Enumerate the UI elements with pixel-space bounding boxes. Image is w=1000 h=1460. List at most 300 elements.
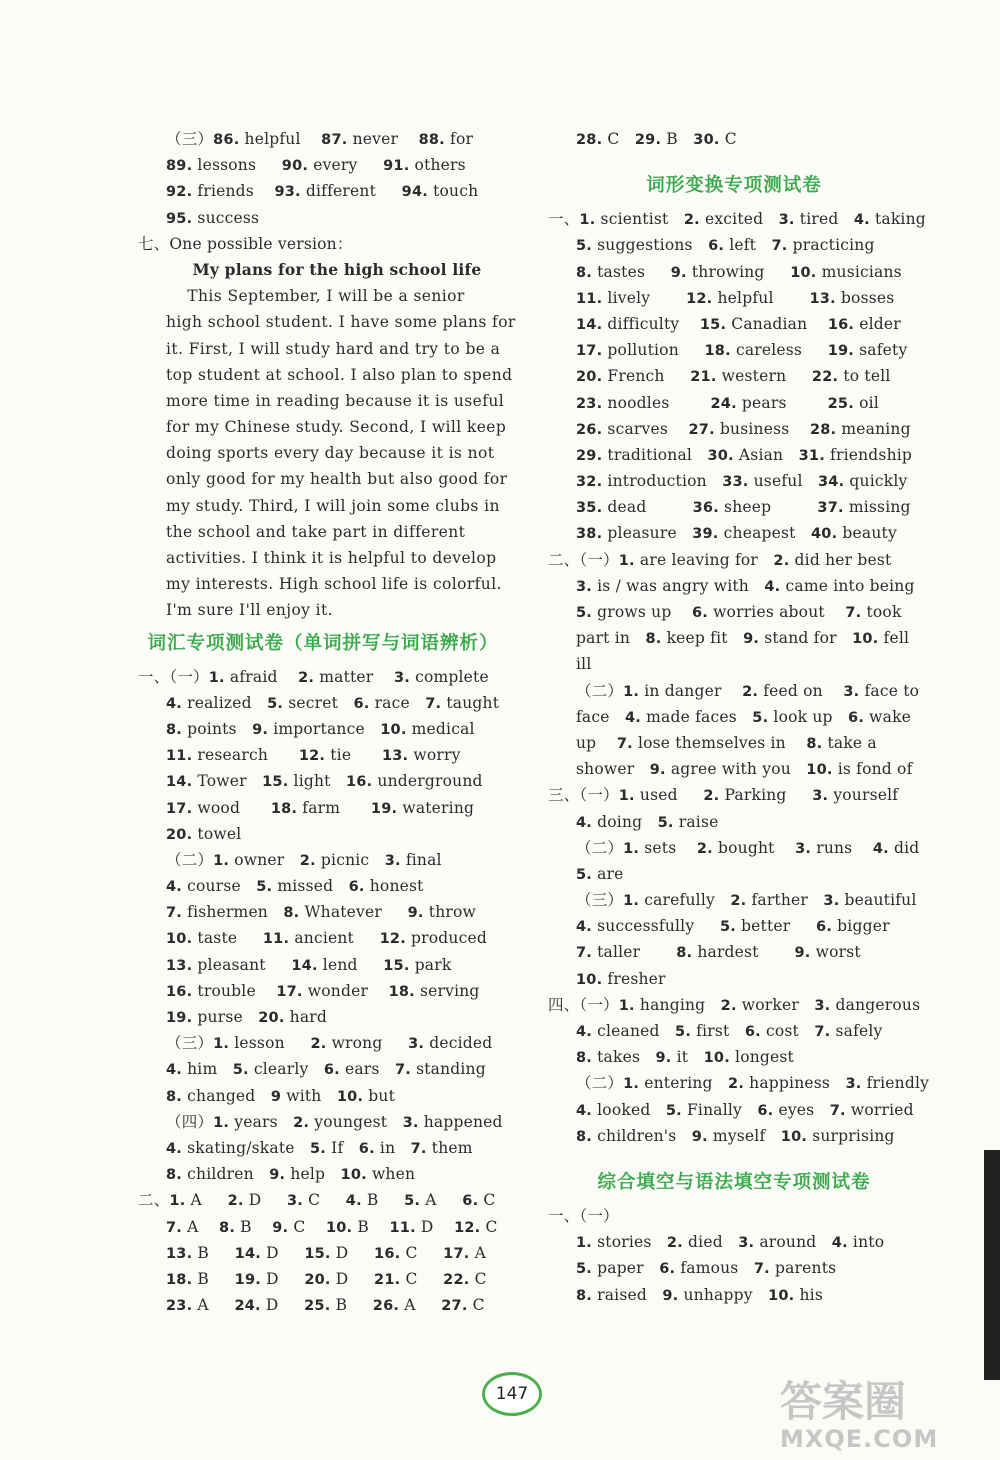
answer-text: worried	[845, 1100, 914, 1119]
item-number: 8.	[806, 735, 823, 752]
item-number: 15.	[262, 774, 289, 791]
answer-text: secret	[283, 693, 354, 712]
answer-text: （三）	[576, 891, 624, 910]
item-number: 20.	[166, 826, 193, 843]
answer-text: western	[716, 367, 812, 386]
item-number: 5.	[665, 1102, 682, 1119]
answer-text: B	[361, 1191, 405, 1210]
answer-text: longest	[729, 1048, 794, 1067]
answer-text: excited	[699, 210, 779, 229]
item-number: 9.	[272, 1219, 289, 1236]
item-number: 7.	[166, 1219, 182, 1236]
answer-text: C	[400, 1243, 444, 1262]
item-number: 3.	[795, 840, 812, 857]
item-number: 2.	[773, 552, 790, 569]
answer-text: more time in reading because it is useful	[166, 391, 505, 410]
answer-line	[138, 309, 516, 335]
item-number: 17.	[576, 343, 603, 360]
answer-text: underground	[372, 772, 483, 791]
answer-text: with	[281, 1086, 337, 1105]
answer-text: lessons	[192, 156, 282, 175]
answer-text: （三）	[166, 130, 214, 148]
answer-text: difficulty	[602, 314, 700, 333]
answer-text: noodles	[602, 393, 711, 412]
answer-text: farm	[297, 798, 371, 817]
answer-text: when	[366, 1165, 416, 1184]
answer-text: help	[285, 1165, 341, 1184]
answer-text: C	[469, 1269, 487, 1288]
item-number: 6.	[659, 1261, 676, 1278]
answer-line	[548, 547, 920, 573]
answer-text: look up	[768, 707, 849, 726]
item-number: 9.	[655, 1050, 672, 1067]
item-number: 12.	[454, 1219, 481, 1236]
answer-text: died	[682, 1233, 739, 1252]
answer-text: yourself	[828, 786, 899, 805]
item-number: 10.	[576, 971, 603, 988]
answer-line	[548, 442, 920, 468]
answer-line	[548, 599, 920, 625]
answer-text: in danger	[639, 681, 743, 700]
answer-line	[548, 468, 920, 494]
answer-text: 一、（一）	[138, 667, 209, 686]
answer-text: them	[426, 1138, 473, 1157]
item-number: 37.	[817, 500, 844, 517]
section-title	[138, 624, 508, 664]
answer-line	[138, 978, 508, 1004]
item-number: 14.	[166, 774, 193, 791]
item-number: 13.	[381, 748, 409, 765]
answer-text: did her best	[789, 550, 892, 569]
answer-text: it	[671, 1048, 704, 1067]
answer-line	[548, 390, 920, 416]
answer-text: final	[400, 850, 442, 869]
answer-text: B	[235, 1217, 273, 1236]
answer-text: missing	[843, 498, 911, 517]
answer-text: surprising	[807, 1126, 895, 1145]
answer-text: taught	[441, 693, 500, 712]
answer-text: business	[714, 419, 810, 438]
answer-line	[548, 782, 920, 808]
item-number: 23.	[576, 395, 603, 412]
item-number: 5.	[576, 238, 592, 255]
answer-line	[138, 847, 508, 873]
item-number: 15.	[383, 957, 410, 974]
item-number: 93.	[274, 184, 301, 201]
item-number: 2.	[742, 683, 759, 700]
item-number: 4.	[625, 709, 642, 726]
answer-text: years	[229, 1112, 294, 1131]
answer-text: C	[478, 1191, 496, 1210]
item-number: 5.	[752, 709, 769, 726]
item-number: 4.	[831, 1235, 848, 1252]
answer-text: activities. I think it is helpful to develop	[166, 549, 497, 567]
answer-line	[548, 1044, 920, 1070]
answer-text: matter	[314, 667, 394, 686]
item-number: 1.	[618, 997, 635, 1014]
answer-line	[138, 571, 508, 597]
item-number: 4.	[166, 1140, 182, 1157]
answer-text: introduction	[602, 472, 723, 491]
answer-text: pleasure	[602, 524, 693, 543]
item-number: 35.	[576, 500, 603, 517]
answer-line	[548, 1255, 920, 1281]
item-number: 24.	[710, 395, 737, 412]
item-number: 9.	[269, 1167, 286, 1184]
answer-text: pleasant	[192, 955, 292, 974]
answer-line	[138, 925, 508, 951]
answer-text: towel	[192, 824, 242, 843]
answer-text: for	[444, 130, 474, 148]
answer-text: Tower	[192, 772, 263, 791]
item-number: 2.	[696, 840, 713, 857]
answer-text: C	[602, 130, 635, 148]
item-number: 10.	[325, 1219, 353, 1236]
item-number: 19.	[234, 1271, 261, 1288]
answer-text: runs	[811, 838, 873, 857]
answer-text: B	[352, 1217, 390, 1236]
answer-text: D	[330, 1269, 375, 1288]
item-number: 13.	[166, 957, 193, 974]
answer-line	[138, 873, 508, 899]
item-number: 4.	[764, 578, 781, 595]
answer-text: fell	[878, 629, 910, 648]
item-number: 6.	[816, 919, 833, 936]
answer-line	[138, 1109, 508, 1135]
answer-line	[138, 257, 508, 283]
answer-line	[138, 466, 508, 492]
item-number: 6.	[848, 709, 865, 726]
item-number: 22.	[443, 1271, 470, 1288]
answer-text: happiness	[744, 1074, 846, 1093]
answer-line	[138, 597, 508, 623]
answer-text: cheapest	[718, 524, 811, 543]
item-number: 90.	[281, 158, 309, 175]
answer-line	[548, 494, 920, 520]
item-number: 89.	[166, 158, 193, 175]
item-number: 94.	[401, 184, 428, 201]
answer-line	[548, 1229, 920, 1255]
answer-text: taste	[192, 929, 263, 948]
item-number: 3.	[402, 1114, 419, 1131]
item-number: 88.	[418, 132, 445, 148]
item-number: 87.	[321, 132, 348, 148]
item-number: 10.	[336, 1088, 364, 1105]
answer-text: up	[576, 733, 617, 752]
answer-line	[138, 414, 508, 440]
answer-line	[548, 416, 920, 442]
item-number: 10.	[166, 931, 193, 948]
item-number: 9.	[794, 945, 811, 962]
item-number: 2.	[730, 893, 747, 910]
answer-line	[548, 835, 920, 861]
item-number: 1.	[213, 1036, 230, 1053]
item-number: 36.	[692, 500, 719, 517]
answer-text: sheep	[718, 498, 818, 517]
item-number: 2.	[299, 852, 316, 869]
answer-line	[138, 362, 513, 388]
answer-line	[138, 126, 508, 152]
answer-line	[138, 1135, 508, 1161]
item-number: 31.	[798, 447, 825, 464]
item-number: 4.	[576, 1024, 592, 1040]
answer-text: ears	[339, 1060, 395, 1079]
item-number: 8.	[645, 631, 662, 648]
item-number: 6.	[744, 1024, 761, 1040]
answer-text: A	[420, 1191, 463, 1210]
answer-text: traditional	[602, 445, 708, 464]
answer-text: sets	[639, 838, 697, 857]
answer-line	[548, 861, 920, 887]
item-number: 25.	[304, 1298, 331, 1315]
answer-text: safely	[830, 1022, 883, 1040]
answer-line	[548, 285, 920, 311]
answer-line	[548, 913, 920, 939]
answer-text: youngest	[309, 1112, 403, 1131]
item-number: 5.	[675, 1024, 692, 1040]
answer-line	[138, 231, 508, 257]
answer-line	[138, 1030, 508, 1056]
answer-text: ancient	[289, 929, 380, 948]
answer-line	[138, 664, 508, 690]
answer-line	[548, 756, 920, 782]
spacer	[548, 152, 920, 166]
answer-text: stories	[592, 1233, 667, 1252]
answer-text: A	[182, 1217, 220, 1236]
answer-text: wake	[864, 707, 912, 726]
answer-text: importance	[268, 719, 381, 738]
item-number: 9.	[691, 1128, 708, 1145]
item-number: 8.	[576, 1050, 592, 1067]
answer-text: serving	[414, 981, 480, 1000]
item-number: 1.	[576, 1235, 592, 1252]
answer-text: paper	[592, 1259, 660, 1278]
item-number: 3.	[393, 669, 410, 686]
answer-line	[138, 1161, 508, 1187]
page-number: 147	[482, 1372, 542, 1416]
answer-text: A	[192, 1296, 235, 1315]
item-number: 10.	[703, 1050, 730, 1067]
answer-text: D	[260, 1243, 305, 1262]
answer-text: owner	[229, 850, 300, 869]
item-number: 4.	[872, 840, 889, 857]
answer-text: first	[691, 1022, 745, 1040]
answer-text: Asian	[733, 445, 799, 464]
answer-line	[548, 259, 920, 285]
answer-line	[138, 1292, 508, 1318]
item-number: 11.	[389, 1219, 416, 1236]
answer-text: This September, I will be a senior	[166, 287, 465, 306]
answer-text: worker	[736, 995, 815, 1014]
answer-text: bigger	[832, 917, 890, 936]
answer-line	[138, 336, 508, 362]
item-number: 2.	[720, 997, 737, 1014]
item-number: 10.	[380, 721, 407, 738]
answer-line	[138, 1083, 508, 1109]
item-number: 6.	[323, 1062, 340, 1079]
item-number: 2.	[293, 1114, 310, 1131]
item-number: 7.	[814, 1024, 831, 1040]
item-number: 2.	[683, 212, 700, 229]
item-number: 4.	[576, 919, 592, 936]
item-number: 8.	[576, 264, 592, 281]
item-number: 20.	[576, 369, 603, 386]
item-number: 2.	[310, 1036, 327, 1053]
item-number: 30.	[707, 447, 734, 464]
item-number: 10.	[340, 1167, 367, 1184]
answer-text: C	[480, 1217, 498, 1236]
item-number: 23.	[166, 1298, 193, 1315]
answer-line	[138, 795, 508, 821]
item-number: 26.	[576, 421, 603, 438]
item-number: 15.	[304, 1245, 331, 1262]
answer-text: quickly	[844, 472, 908, 491]
item-number: 6.	[462, 1193, 479, 1210]
answer-text: A	[399, 1296, 442, 1315]
item-number: 5.	[657, 814, 674, 831]
answer-text: every	[308, 156, 384, 175]
answer-text: If	[326, 1138, 359, 1157]
answer-line	[138, 178, 508, 204]
answer-text: parents	[769, 1259, 837, 1278]
item-number: 6.	[358, 1140, 375, 1157]
item-number: 7.	[394, 1062, 411, 1079]
item-number: 11.	[576, 290, 603, 307]
answer-text: worry	[408, 746, 461, 765]
answer-text: hardest	[692, 943, 795, 962]
item-number: 3.	[845, 1076, 862, 1093]
answer-text: pollution	[602, 341, 705, 360]
item-number: 28.	[809, 421, 837, 438]
item-number: 3.	[778, 212, 795, 229]
item-number: 22.	[811, 369, 839, 386]
answer-line	[138, 283, 508, 309]
answer-text: him	[182, 1060, 233, 1079]
answer-text: B	[330, 1296, 373, 1315]
item-number: 2.	[703, 788, 720, 805]
answer-text: made faces	[641, 707, 753, 726]
answer-text: bought	[712, 838, 796, 857]
item-number: 40.	[810, 526, 838, 543]
answer-text: Canadian	[726, 314, 828, 333]
item-number: 9.	[407, 905, 424, 922]
answer-text: eyes	[773, 1100, 830, 1119]
item-number: 19.	[370, 800, 398, 817]
answer-text: park	[409, 955, 452, 974]
answer-text: complete	[409, 667, 489, 686]
answer-line	[138, 1187, 508, 1213]
item-number: 12.	[298, 748, 326, 765]
answer-text: beauty	[837, 524, 897, 543]
answer-text: top student at school. I also plan to spend	[166, 365, 513, 384]
answer-text: course	[182, 877, 257, 896]
answer-text: clearly	[248, 1060, 324, 1079]
answer-text: friendly	[861, 1074, 930, 1093]
item-number: 14.	[234, 1245, 261, 1262]
answer-text: takes	[592, 1048, 656, 1067]
answer-text: lose themselves in	[632, 733, 807, 752]
item-number: 4.	[166, 1062, 182, 1079]
answer-line	[548, 363, 920, 389]
item-number: 11.	[166, 748, 193, 765]
answer-text: tie	[325, 746, 382, 765]
answer-line	[548, 678, 920, 704]
answer-line	[138, 716, 508, 742]
item-number: 19.	[827, 343, 855, 360]
item-number: 7.	[753, 1261, 770, 1278]
answer-text: in	[374, 1138, 411, 1157]
answer-text: into	[847, 1233, 885, 1252]
answer-text: D	[260, 1296, 305, 1315]
answer-text: around	[754, 1233, 832, 1252]
answer-text: oil	[853, 393, 879, 412]
item-number: 5.	[404, 1193, 421, 1210]
answer-text: face	[576, 707, 626, 726]
item-number: 86.	[213, 132, 240, 148]
answer-text: medical	[406, 719, 475, 738]
answer-text: D	[330, 1243, 375, 1262]
answer-text: （二）	[166, 850, 214, 869]
answer-line	[548, 1203, 920, 1229]
answer-text: helpful	[712, 288, 810, 307]
answer-text: agree with you	[665, 760, 807, 779]
answer-line	[138, 1240, 508, 1266]
item-number: 7.	[845, 605, 862, 621]
answer-line	[138, 899, 508, 925]
answer-text: stand for	[759, 629, 853, 648]
item-number: 9.	[662, 1287, 679, 1304]
item-number: 7.	[576, 945, 592, 962]
item-number: 4.	[166, 879, 182, 896]
item-number: 91.	[383, 158, 410, 175]
answer-text: useful	[748, 472, 818, 491]
item-number: 1.	[579, 212, 596, 229]
answer-text: D	[260, 1269, 305, 1288]
answer-text: watering	[397, 798, 475, 817]
side-tab	[984, 1150, 1000, 1380]
item-number: 2.	[666, 1235, 683, 1252]
item-number: 8.	[283, 905, 300, 922]
answer-text: 一、	[548, 210, 580, 229]
answer-text: doing sports every day because it is not	[166, 444, 495, 463]
item-number: 5.	[310, 1140, 326, 1157]
answer-text: friends	[192, 182, 275, 201]
answer-text: （二）	[576, 681, 624, 700]
answer-text: lively	[602, 288, 687, 307]
item-number: 8.	[676, 945, 693, 962]
section-title	[548, 1163, 920, 1203]
answer-text: are leaving for	[634, 550, 774, 569]
item-number: 3.	[738, 1235, 755, 1252]
item-number: 1.	[623, 1076, 640, 1093]
item-number: 10.	[780, 1128, 808, 1145]
answer-text: tastes	[592, 262, 671, 281]
answer-line	[548, 1123, 920, 1149]
item-number: 6.	[757, 1102, 774, 1119]
item-number: 1.	[213, 852, 230, 869]
item-number: 10.	[806, 762, 833, 779]
item-number: 7.	[771, 238, 788, 255]
answer-text: My plans for the high school life	[192, 259, 482, 279]
item-number: 32.	[576, 474, 603, 491]
item-number: 8.	[166, 721, 182, 738]
answer-text: beautiful	[839, 891, 917, 910]
answer-text: （三）	[166, 1034, 214, 1053]
item-number: 3.	[384, 852, 401, 869]
answer-text: 二、（一）	[548, 550, 619, 569]
answer-line	[548, 887, 920, 913]
answer-line	[138, 493, 508, 519]
